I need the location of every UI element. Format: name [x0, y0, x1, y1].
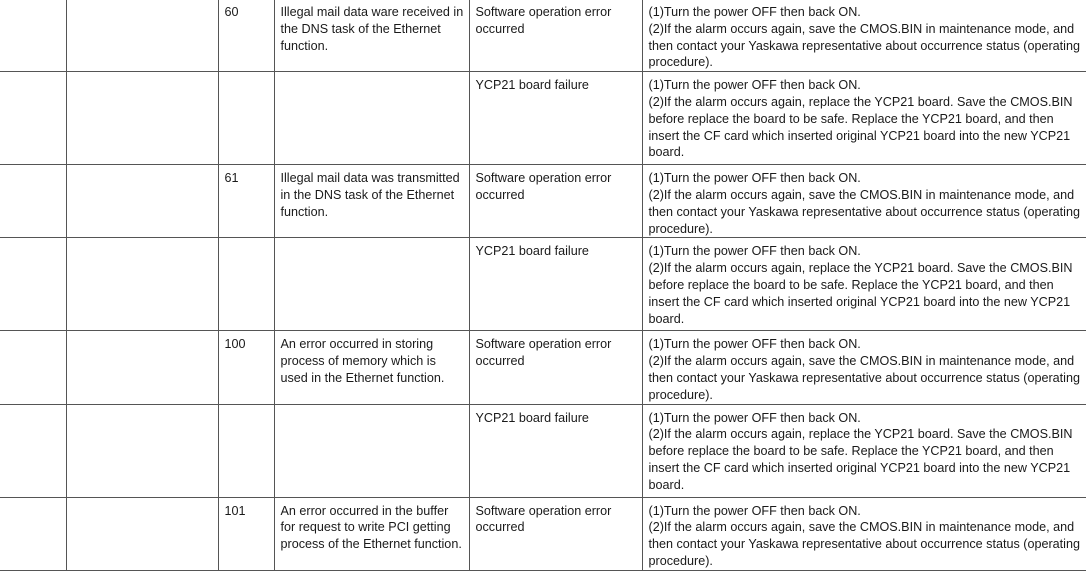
cause-cell: Software operation error occurred: [469, 497, 642, 570]
description-cell: [274, 404, 469, 497]
remedy-cell: (1)Turn the power OFF then back ON. (2)If the alarm occurs again, replace the YCP21 board. Save the CMOS.BIN before replace the board to be safe. Replace the YCP21 board, and then insert the CF card which inserted original YCP21 board into the new YCP21 board.: [642, 72, 1086, 165]
sub-code-cell: 60: [218, 0, 274, 72]
table-row: [0, 238, 1086, 331]
alarm-name-cell: [66, 497, 218, 570]
sub-code-cell: 100: [218, 331, 274, 404]
sub-code-cell: 101: [218, 497, 274, 570]
sub-code-cell: [218, 72, 274, 165]
sub-code-cell: 61: [218, 165, 274, 238]
alarm-number-cell: [0, 0, 66, 72]
remedy-cell: (1)Turn the power OFF then back ON. (2)If the alarm occurs again, replace the YCP21 board. Save the CMOS.BIN before replace the board to be safe. Replace the YCP21 board, and then insert the CF card which inserted original YCP21 board into the new YCP21 board.: [642, 238, 1086, 331]
alarm-number-cell: [0, 404, 66, 497]
table-row: [0, 404, 1086, 497]
cause-cell: Software operation error occurred: [469, 165, 642, 238]
alarm-name-cell: [66, 238, 218, 331]
alarm-number-cell: [0, 331, 66, 404]
cause-cell: YCP21 board failure: [469, 72, 642, 165]
cause-cell: YCP21 board failure: [469, 238, 642, 331]
description-cell: [274, 72, 469, 165]
alarm-name-cell: [66, 0, 218, 72]
description-cell: [274, 238, 469, 331]
remedy-cell: (1)Turn the power OFF then back ON. (2)If the alarm occurs again, save the CMOS.BIN in maintenance mode, and then contact your Yaskawa representative about occurrence status (operating procedure).: [642, 165, 1086, 238]
table-row: [0, 0, 1086, 72]
description-cell: Illegal mail data ware received in the DNS task of the Ethernet function.: [274, 0, 469, 72]
alarm-name-cell: [66, 404, 218, 497]
alarm-number-cell: [0, 238, 66, 331]
cause-cell: YCP21 board failure: [469, 404, 642, 497]
remedy-cell: (1)Turn the power OFF then back ON. (2)If the alarm occurs again, save the CMOS.BIN in maintenance mode, and then contact your Yaskawa representative about occurrence status (operating procedure).: [642, 0, 1086, 72]
sub-code-cell: [218, 238, 274, 331]
remedy-cell: (1)Turn the power OFF then back ON. (2)If the alarm occurs again, save the CMOS.BIN in maintenance mode, and then contact your Yaskawa representative about occurrence status (operating procedure).: [642, 497, 1086, 570]
cause-cell: Software operation error occurred: [469, 0, 642, 72]
alarm-name-cell: [66, 72, 218, 165]
table-row: [0, 165, 1086, 238]
alarm-name-cell: [66, 331, 218, 404]
remedy-cell: (1)Turn the power OFF then back ON. (2)If the alarm occurs again, replace the YCP21 board. Save the CMOS.BIN before replace the board to be safe. Replace the YCP21 board, and then insert the CF card which inserted original YCP21 board into the new YCP21 board.: [642, 404, 1086, 497]
description-cell: Illegal mail data was transmitted in the DNS task of the Ethernet function.: [274, 165, 469, 238]
alarm-number-cell: [0, 497, 66, 570]
sub-code-cell: [218, 404, 274, 497]
remedy-cell: (1)Turn the power OFF then back ON. (2)If the alarm occurs again, save the CMOS.BIN in maintenance mode, and then contact your Yaskawa representative about occurrence status (operating procedure).: [642, 331, 1086, 404]
alarm-name-cell: [66, 165, 218, 238]
description-cell: An error occurred in the buffer for request to write PCI getting process of the Ethernet function.: [274, 497, 469, 570]
cause-cell: Software operation error occurred: [469, 331, 642, 404]
table-row: [0, 497, 1086, 570]
table-row: [0, 72, 1086, 165]
table-row: [0, 331, 1086, 404]
description-cell: An error occurred in storing process of memory which is used in the Ethernet function.: [274, 331, 469, 404]
alarm-number-cell: [0, 72, 66, 165]
alarm-number-cell: [0, 165, 66, 238]
